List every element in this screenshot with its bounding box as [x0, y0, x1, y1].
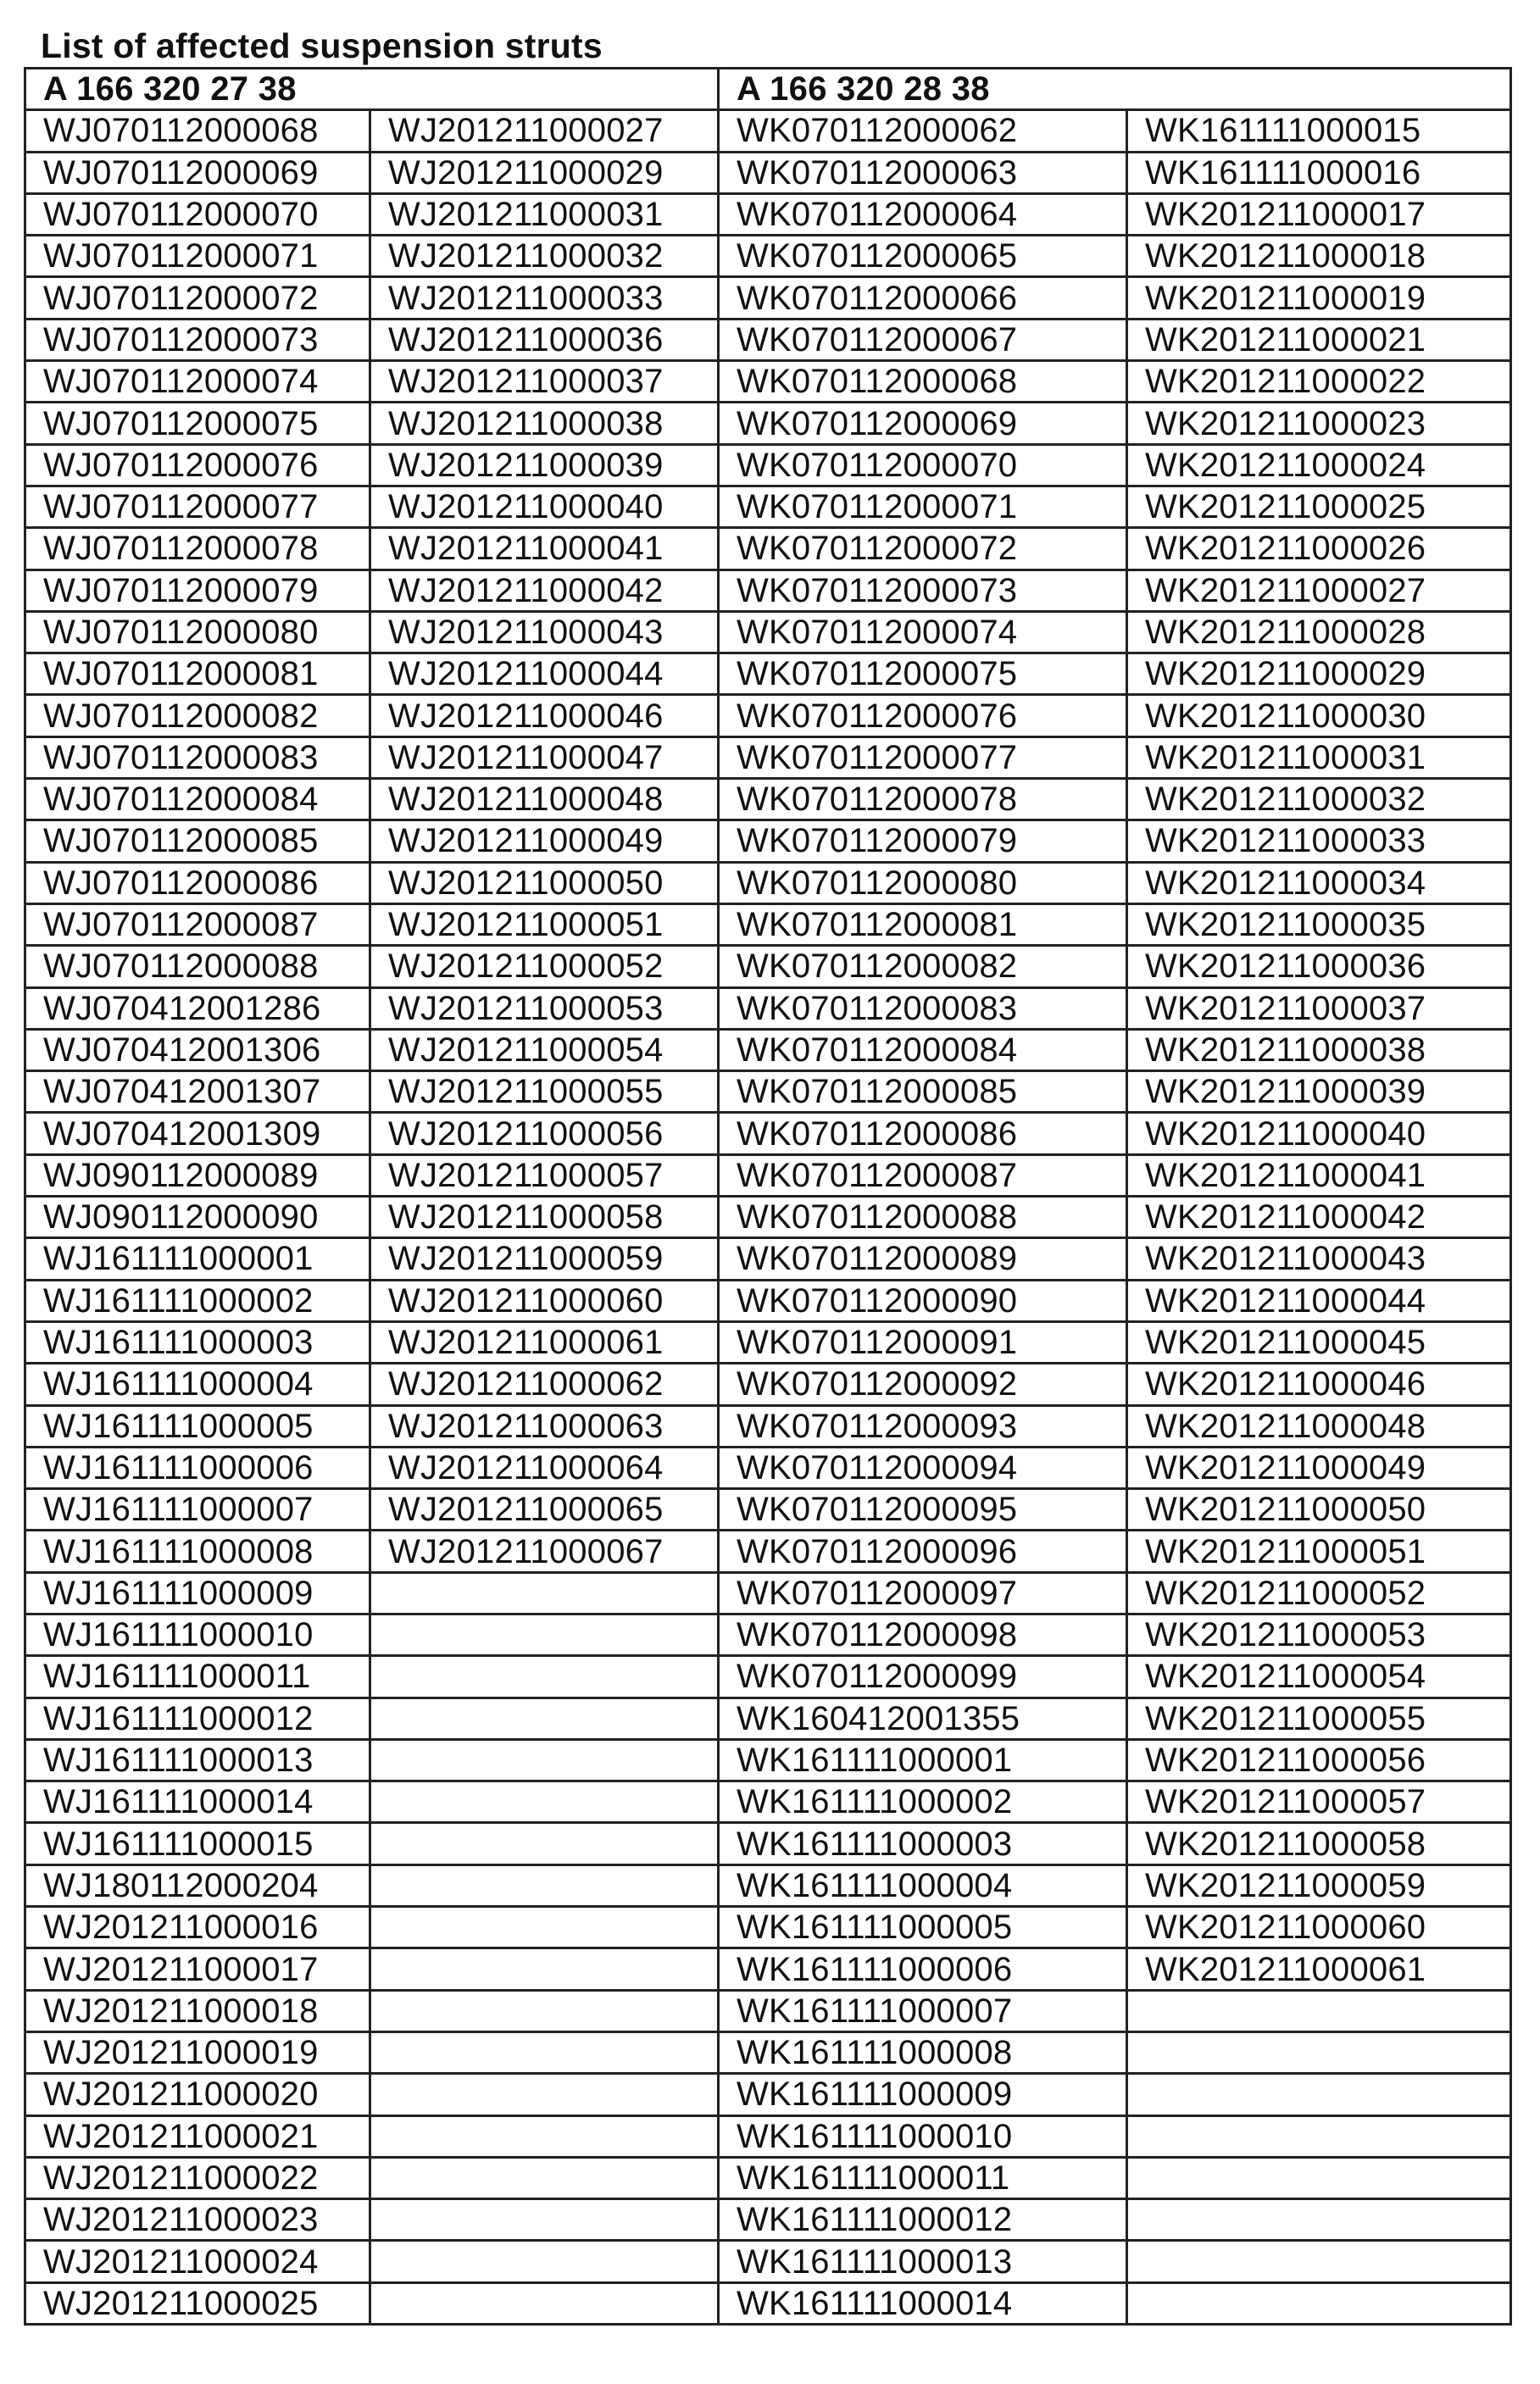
serial-number-cell: WK070112000093 [719, 1405, 1127, 1447]
serial-number-cell: WK201211000018 [1127, 236, 1511, 277]
serial-number-cell: WJ070112000070 [25, 193, 370, 235]
table-row [25, 736, 1511, 778]
serial-number-cell: WJ161111000013 [25, 1739, 370, 1781]
serial-number-cell: WK070112000080 [719, 862, 1127, 903]
table-row [25, 903, 1511, 945]
serial-number-cell: WK201211000060 [1127, 1907, 1511, 1948]
table-row [25, 1990, 1511, 2031]
serial-number-cell: WJ070412001286 [25, 987, 370, 1029]
serial-number-cell: WJ201211000018 [25, 1990, 370, 2031]
table-row [25, 2241, 1511, 2282]
serial-number-cell: WJ070112000079 [25, 570, 370, 611]
serial-number-cell: WJ201211000059 [370, 1238, 719, 1280]
serial-number-cell: WK201211000037 [1127, 987, 1511, 1029]
serial-number-cell: WJ070412001306 [25, 1029, 370, 1070]
serial-number-cell: WJ201211000051 [370, 903, 719, 945]
serial-number-cell: WK201211000049 [1127, 1447, 1511, 1488]
table-row [25, 403, 1511, 444]
serial-number-cell: WJ070112000068 [25, 110, 370, 152]
serial-number-cell: WK161111000003 [719, 1823, 1127, 1864]
serial-number-cell [370, 2241, 719, 2282]
serial-number-cell: WJ090112000089 [25, 1154, 370, 1196]
serial-number-cell: WK070112000099 [719, 1656, 1127, 1698]
table-row [25, 1698, 1511, 1739]
table-row [25, 1531, 1511, 1572]
serial-number-cell: WK070112000096 [719, 1531, 1127, 1572]
serial-number-cell [370, 1948, 719, 1990]
serial-number-cell: WK201211000032 [1127, 779, 1511, 820]
serial-number-cell: WK070112000079 [719, 820, 1127, 862]
serial-number-cell [1127, 2115, 1511, 2157]
serial-number-cell: WK161111000016 [1127, 152, 1511, 193]
serial-number-cell: WK201211000033 [1127, 820, 1511, 862]
serial-number-cell: WJ070112000080 [25, 611, 370, 653]
serial-number-cell [370, 1698, 719, 1739]
serial-number-cell: WK161111000001 [719, 1739, 1127, 1781]
serial-number-cell: WJ070112000074 [25, 361, 370, 403]
serial-number-cell: WK201211000026 [1127, 528, 1511, 570]
table-row [25, 2031, 1511, 2073]
table-row [25, 987, 1511, 1029]
serial-number-cell: WK161111000007 [719, 1990, 1127, 2031]
serial-number-cell: WJ201211000039 [370, 444, 719, 486]
serial-number-cell: WK070112000068 [719, 361, 1127, 403]
serial-number-cell: WK070112000063 [719, 152, 1127, 193]
serial-number-cell: WJ161111000012 [25, 1698, 370, 1739]
serial-number-cell: WK070112000088 [719, 1197, 1127, 1238]
serial-number-cell: WJ201211000067 [370, 1531, 719, 1572]
serial-number-cell [1127, 2282, 1511, 2324]
serial-number-cell: WJ161111000014 [25, 1781, 370, 1823]
serial-number-cell: WK070112000083 [719, 987, 1127, 1029]
serial-number-cell: WJ201211000040 [370, 486, 719, 527]
serial-number-cell: WK201211000051 [1127, 1531, 1511, 1572]
serial-number-cell: WJ201211000031 [370, 193, 719, 235]
serial-number-cell: WK201211000040 [1127, 1113, 1511, 1154]
serial-number-cell: WK201211000028 [1127, 611, 1511, 653]
serial-number-cell: WJ201211000058 [370, 1197, 719, 1238]
serial-number-cell: WK070112000081 [719, 903, 1127, 945]
serial-number-cell: WK201211000038 [1127, 1029, 1511, 1070]
serial-number-cell: WJ201211000042 [370, 570, 719, 611]
serial-number-cell [370, 1781, 719, 1823]
serial-number-cell: WK201211000053 [1127, 1614, 1511, 1655]
table-row [25, 1781, 1511, 1823]
serial-number-cell: WK161111000010 [719, 2115, 1127, 2157]
table-row [25, 1238, 1511, 1280]
table-row [25, 862, 1511, 903]
serial-number-cell: WJ201211000055 [370, 1071, 719, 1113]
serial-number-cell [370, 2074, 719, 2115]
serial-number-cell: WK201211000056 [1127, 1739, 1511, 1781]
serial-number-cell: WJ161111000008 [25, 1531, 370, 1572]
serial-number-cell: WK201211000027 [1127, 570, 1511, 611]
serial-number-cell [370, 1823, 719, 1864]
table-row [25, 1321, 1511, 1363]
serial-number-cell: WK070112000091 [719, 1321, 1127, 1363]
serial-number-cell: WJ201211000037 [370, 361, 719, 403]
serial-number-cell: WJ201211000041 [370, 528, 719, 570]
serial-number-cell: WJ201211000056 [370, 1113, 719, 1154]
serial-number-cell: WJ201211000065 [370, 1489, 719, 1531]
serial-number-cell [370, 1614, 719, 1655]
serial-number-cell: WJ201211000033 [370, 277, 719, 319]
table-row [25, 1614, 1511, 1655]
serial-number-cell: WJ201211000057 [370, 1154, 719, 1196]
serial-number-cell: WJ201211000016 [25, 1907, 370, 1948]
serial-number-cell: WK161111000012 [719, 2199, 1127, 2241]
serial-number-cell: WK070112000069 [719, 403, 1127, 444]
serial-number-cell [1127, 2031, 1511, 2073]
serial-number-cell: WK070112000094 [719, 1447, 1127, 1488]
serial-number-cell: WK070112000078 [719, 779, 1127, 820]
table-row [25, 1864, 1511, 1906]
serial-number-cell: WJ201211000061 [370, 1321, 719, 1363]
serial-number-cell: WJ070112000082 [25, 695, 370, 736]
table-row [25, 277, 1511, 319]
serial-number-cell: WK161111000015 [1127, 110, 1511, 152]
serial-number-cell [370, 1864, 719, 1906]
serial-number-cell: WJ201211000044 [370, 653, 719, 695]
table-row [25, 653, 1511, 695]
serial-number-cell: WK070112000085 [719, 1071, 1127, 1113]
serial-number-cell: WK161111000002 [719, 1781, 1127, 1823]
serial-number-cell: WK070112000067 [719, 319, 1127, 360]
serial-number-cell: WJ201211000038 [370, 403, 719, 444]
serial-number-cell: WJ201211000023 [25, 2199, 370, 2241]
serial-number-cell: WK201211000046 [1127, 1364, 1511, 1405]
serial-number-cell: WK201211000021 [1127, 319, 1511, 360]
serial-number-cell: WJ070112000081 [25, 653, 370, 695]
serial-number-cell: WK160412001355 [719, 1698, 1127, 1739]
serial-number-cell [370, 1739, 719, 1781]
table-row [25, 1656, 1511, 1698]
serial-number-cell [1127, 2199, 1511, 2241]
serial-number-cell: WK201211000048 [1127, 1405, 1511, 1447]
serial-number-cell [370, 2031, 719, 2073]
serial-number-cell: WK070112000074 [719, 611, 1127, 653]
serial-number-cell: WK161111000005 [719, 1907, 1127, 1948]
serial-number-cell: WK070112000073 [719, 570, 1127, 611]
table-row [25, 1154, 1511, 1196]
serial-number-cell: WK201211000036 [1127, 946, 1511, 987]
serial-number-cell: WK201211000059 [1127, 1864, 1511, 1906]
serial-number-cell: WK201211000045 [1127, 1321, 1511, 1363]
part-number-header-a16632027: A 166 320 27 38 [25, 69, 719, 110]
serial-number-cell: WK201211000055 [1127, 1698, 1511, 1739]
affected-struts-table [24, 67, 1512, 2326]
serial-number-cell: WJ201211000025 [25, 2282, 370, 2324]
serial-number-cell: WJ161111000001 [25, 1238, 370, 1280]
serial-number-cell: WJ161111000007 [25, 1489, 370, 1531]
serial-number-cell [370, 2282, 719, 2324]
table-row [25, 1907, 1511, 1948]
serial-number-cell [370, 2199, 719, 2241]
serial-number-cell: WJ201211000024 [25, 2241, 370, 2282]
serial-number-cell: WJ201211000052 [370, 946, 719, 987]
serial-number-cell: WJ161111000009 [25, 1572, 370, 1614]
serial-number-cell: WK201211000025 [1127, 486, 1511, 527]
serial-number-cell: WJ070112000084 [25, 779, 370, 820]
serial-number-cell: WJ201211000017 [25, 1948, 370, 1990]
serial-number-cell: WJ161111000010 [25, 1614, 370, 1655]
serial-number-cell: WJ070412001309 [25, 1113, 370, 1154]
serial-number-cell [370, 1572, 719, 1614]
table-row [25, 946, 1511, 987]
serial-number-cell: WK161111000008 [719, 2031, 1127, 2073]
table-row [25, 1029, 1511, 1070]
serial-number-cell: WK070112000070 [719, 444, 1127, 486]
serial-number-cell: WJ201211000063 [370, 1405, 719, 1447]
serial-number-cell: WK070112000072 [719, 528, 1127, 570]
table-row [25, 779, 1511, 820]
serial-number-cell: WK201211000057 [1127, 1781, 1511, 1823]
serial-number-cell: WK161111000014 [719, 2282, 1127, 2324]
serial-number-cell: WK201211000019 [1127, 277, 1511, 319]
table-row [25, 444, 1511, 486]
serial-number-cell: WJ201211000027 [370, 110, 719, 152]
serial-number-cell: WJ201211000054 [370, 1029, 719, 1070]
part-number-header-a16632028: A 166 320 28 38 [719, 69, 1511, 110]
table-row [25, 152, 1511, 193]
serial-number-cell: WJ161111000011 [25, 1656, 370, 1698]
serial-number-cell: WK070112000090 [719, 1280, 1127, 1321]
table-row [25, 361, 1511, 403]
serial-number-cell: WK070112000077 [719, 736, 1127, 778]
table-body [25, 110, 1511, 2325]
serial-number-cell: WJ201211000064 [370, 1447, 719, 1488]
table-row [25, 2199, 1511, 2241]
serial-number-cell: WJ161111000006 [25, 1447, 370, 1488]
serial-number-cell: WK070112000087 [719, 1154, 1127, 1196]
serial-number-cell: WJ201211000047 [370, 736, 719, 778]
serial-number-cell: WK070112000062 [719, 110, 1127, 152]
serial-number-cell: WK201211000052 [1127, 1572, 1511, 1614]
serial-number-cell [370, 1656, 719, 1698]
serial-number-cell [1127, 2157, 1511, 2198]
table-row [25, 1823, 1511, 1864]
table-row [25, 1405, 1511, 1447]
serial-number-cell: WJ201211000036 [370, 319, 719, 360]
table-row [25, 611, 1511, 653]
serial-number-cell: WK161111000004 [719, 1864, 1127, 1906]
serial-number-cell: WJ070112000087 [25, 903, 370, 945]
serial-number-cell: WJ070112000071 [25, 236, 370, 277]
serial-number-cell [370, 2157, 719, 2198]
table-row [25, 1113, 1511, 1154]
serial-number-cell: WK161111000013 [719, 2241, 1127, 2282]
serial-number-cell: WK070112000097 [719, 1572, 1127, 1614]
serial-number-cell: WJ201211000020 [25, 2074, 370, 2115]
table-row [25, 1489, 1511, 1531]
serial-number-cell: WK070112000095 [719, 1489, 1127, 1531]
serial-number-cell: WK070112000092 [719, 1364, 1127, 1405]
serial-number-cell: WK201211000034 [1127, 862, 1511, 903]
serial-number-cell: WK201211000044 [1127, 1280, 1511, 1321]
serial-number-cell: WK201211000050 [1127, 1489, 1511, 1531]
serial-number-cell: WK201211000022 [1127, 361, 1511, 403]
serial-number-cell: WJ201211000048 [370, 779, 719, 820]
serial-number-cell: WJ161111000002 [25, 1280, 370, 1321]
table-row [25, 1280, 1511, 1321]
table-row [25, 2157, 1511, 2198]
serial-number-cell: WK070112000082 [719, 946, 1127, 987]
table-row [25, 236, 1511, 277]
serial-number-cell: WK161111000009 [719, 2074, 1127, 2115]
serial-number-cell: WK201211000024 [1127, 444, 1511, 486]
serial-number-cell: WK201211000058 [1127, 1823, 1511, 1864]
serial-number-cell: WK201211000017 [1127, 193, 1511, 235]
table-row [25, 1739, 1511, 1781]
table-row [25, 2282, 1511, 2324]
serial-number-cell [370, 2115, 719, 2157]
table-header-row [25, 69, 1511, 110]
serial-number-cell: WK201211000061 [1127, 1948, 1511, 1990]
table-row [25, 820, 1511, 862]
serial-number-cell: WJ201211000046 [370, 695, 719, 736]
serial-number-cell: WK201211000043 [1127, 1238, 1511, 1280]
serial-number-cell: WK070112000075 [719, 653, 1127, 695]
serial-number-cell: WJ090112000090 [25, 1197, 370, 1238]
table-row [25, 319, 1511, 360]
serial-number-cell: WJ201211000060 [370, 1280, 719, 1321]
serial-number-cell: WJ070112000088 [25, 946, 370, 987]
serial-number-cell [370, 1907, 719, 1948]
serial-number-cell: WJ070112000069 [25, 152, 370, 193]
table-row [25, 528, 1511, 570]
serial-number-cell: WJ180112000204 [25, 1864, 370, 1906]
serial-number-cell: WK201211000023 [1127, 403, 1511, 444]
serial-number-cell: WK070112000076 [719, 695, 1127, 736]
table-row [25, 486, 1511, 527]
serial-number-cell: WK201211000054 [1127, 1656, 1511, 1698]
serial-number-cell: WJ070412001307 [25, 1071, 370, 1113]
table-row [25, 1071, 1511, 1113]
serial-number-cell: WJ201211000032 [370, 236, 719, 277]
serial-number-cell: WK070112000098 [719, 1614, 1127, 1655]
serial-number-cell: WJ161111000003 [25, 1321, 370, 1363]
serial-number-cell: WJ070112000073 [25, 319, 370, 360]
serial-number-cell: WK070112000086 [719, 1113, 1127, 1154]
serial-number-cell: WJ201211000050 [370, 862, 719, 903]
serial-number-cell: WJ070112000072 [25, 277, 370, 319]
serial-number-cell: WK161111000006 [719, 1948, 1127, 1990]
serial-number-cell: WK201211000042 [1127, 1197, 1511, 1238]
serial-number-cell: WJ161111000015 [25, 1823, 370, 1864]
serial-number-cell: WJ201211000021 [25, 2115, 370, 2157]
serial-number-cell: WJ201211000043 [370, 611, 719, 653]
serial-number-cell [1127, 2074, 1511, 2115]
table-row [25, 1572, 1511, 1614]
serial-number-cell: WJ070112000077 [25, 486, 370, 527]
table-row [25, 1447, 1511, 1488]
serial-number-cell: WK070112000089 [719, 1238, 1127, 1280]
serial-number-cell: WJ201211000062 [370, 1364, 719, 1405]
serial-number-cell: WK201211000031 [1127, 736, 1511, 778]
serial-number-cell [1127, 1990, 1511, 2031]
table-row [25, 570, 1511, 611]
table-row [25, 1948, 1511, 1990]
serial-number-cell: WK070112000066 [719, 277, 1127, 319]
serial-number-cell: WK201211000029 [1127, 653, 1511, 695]
serial-number-cell: WK201211000030 [1127, 695, 1511, 736]
serial-number-cell: WJ201211000053 [370, 987, 719, 1029]
serial-number-cell: WK201211000035 [1127, 903, 1511, 945]
serial-number-cell: WK201211000039 [1127, 1071, 1511, 1113]
table-row [25, 695, 1511, 736]
serial-number-cell: WJ201211000049 [370, 820, 719, 862]
serial-number-cell: WJ070112000075 [25, 403, 370, 444]
serial-number-cell: WJ201211000029 [370, 152, 719, 193]
serial-number-cell: WJ070112000083 [25, 736, 370, 778]
serial-number-cell: WJ070112000086 [25, 862, 370, 903]
table-row [25, 193, 1511, 235]
serial-number-cell: WK201211000041 [1127, 1154, 1511, 1196]
serial-number-cell [1127, 2241, 1511, 2282]
serial-number-cell: WJ201211000019 [25, 2031, 370, 2073]
serial-number-cell [370, 1990, 719, 2031]
serial-number-cell: WK070112000065 [719, 236, 1127, 277]
table-row [25, 110, 1511, 152]
serial-number-cell: WK070112000064 [719, 193, 1127, 235]
table-row [25, 2074, 1511, 2115]
serial-number-cell: WJ201211000022 [25, 2157, 370, 2198]
table-row [25, 1197, 1511, 1238]
serial-number-cell: WJ070112000076 [25, 444, 370, 486]
serial-number-cell: WK070112000084 [719, 1029, 1127, 1070]
serial-number-cell: WJ070112000085 [25, 820, 370, 862]
serial-number-cell: WK161111000011 [719, 2157, 1127, 2198]
serial-number-cell: WJ070112000078 [25, 528, 370, 570]
serial-number-cell: WJ161111000004 [25, 1364, 370, 1405]
table-row [25, 2115, 1511, 2157]
serial-number-cell: WK070112000071 [719, 486, 1127, 527]
serial-number-cell: WJ161111000005 [25, 1405, 370, 1447]
document-title: List of affected suspension struts [41, 26, 603, 65]
table-row [25, 1364, 1511, 1405]
